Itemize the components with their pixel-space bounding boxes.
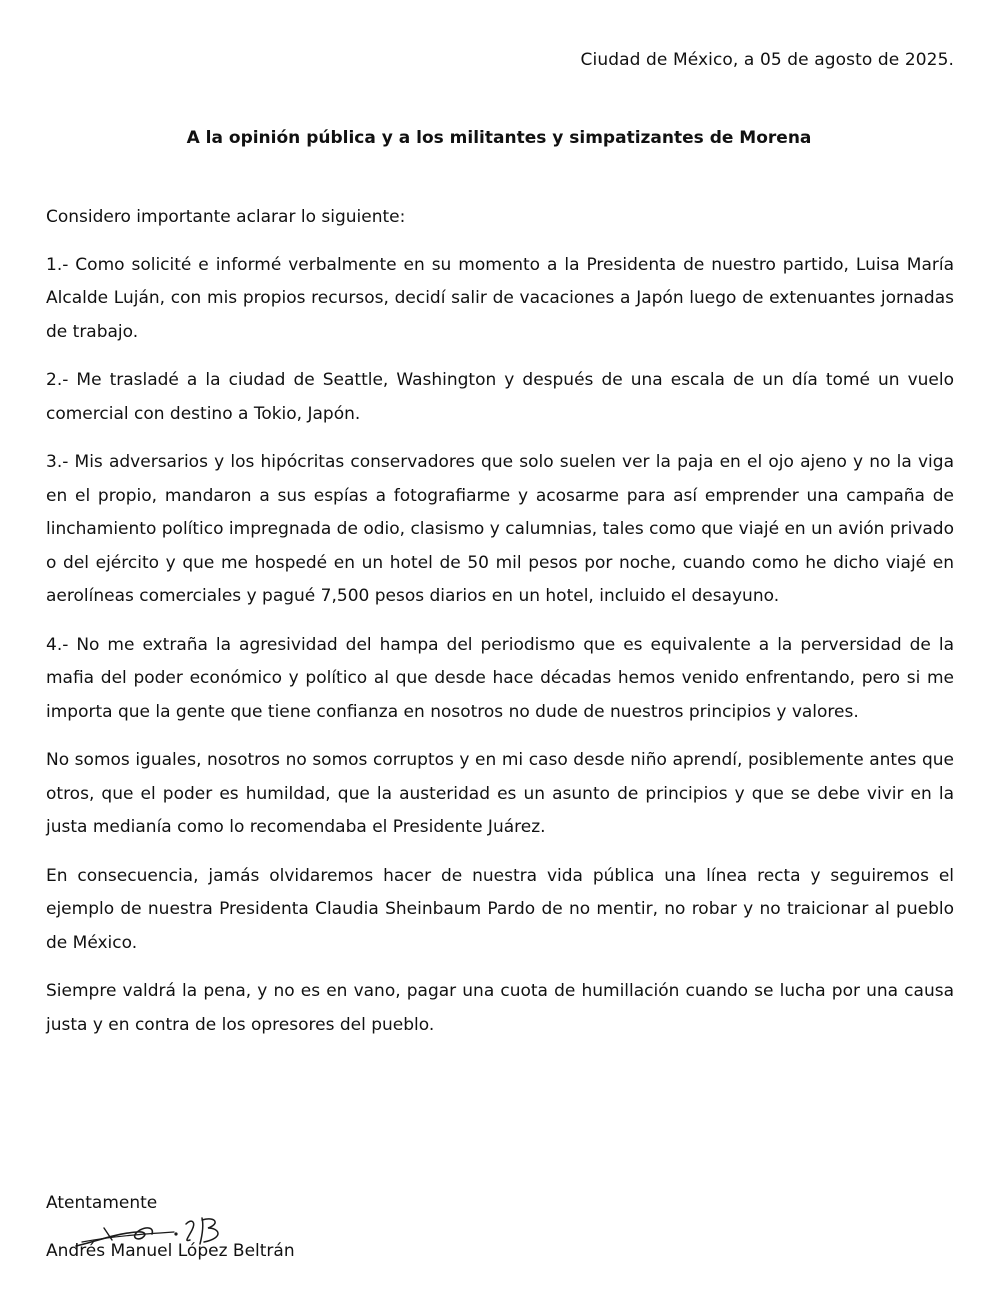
date-line: Ciudad de México, a 05 de agosto de 2025. — [580, 50, 954, 70]
closing-line: Atentamente — [46, 1193, 158, 1213]
letter-heading: A la opinión pública y a los militantes y simpatizantes de Morena — [186, 128, 812, 148]
paragraph-6: En consecuencia, jamás olvidaremos hacer de nuestra vida pública una línea recta y seguiremos el ejemplo de nuestra Presidenta Claudia Sheinbaum Pardo de no mentir, no robar y no traicionar al pueblo de México. — [46, 865, 954, 953]
paragraph-4: 4.- No me extraña la agresividad del hampa del periodismo que es equivalente a la perversidad de la mafia del poder económico y político al que desde hace décadas hemos venido enfrentando, pero si me importa que la gente que tiene confianza en nosotros no dude de nuestros principios y valores. — [46, 634, 954, 722]
paragraph-7: Siempre valdrá la pena, y no es en vano, pagar una cuota de humillación cuando se lucha por una causa justa y en contra de los opresores del pueblo. — [46, 981, 954, 1035]
paragraph-3: 3.- Mis adversarios y los hipócritas conservadores que solo suelen ver la paja en el ojo ajeno y no la viga en el propio, mandaron a sus espías a fotografiarme y acosarme para así emprender una campaña de linchamiento político impregnada de odio, clasismo y calumnias, tales como que viajé en un avión privado o del ejército y que me hospedé en un hotel de 50 mil pesos por noche, cuando como he dicho viajé en aerolíneas comerciales y pagué 7,500 pesos diarios en un hotel, incluido el desayuno. — [46, 452, 954, 606]
paragraph-2: 2.- Me trasladé a la ciudad de Seattle, Washington y después de una escala de un día tomé un vuelo comercial con destino a Tokio, Japón. — [46, 370, 954, 424]
intro-paragraph: Considero importante aclarar lo siguiente: — [46, 207, 406, 227]
letter-body — [46, 201, 954, 1057]
paragraph-5: No somos iguales, nosotros no somos corruptos y en mi caso desde niño aprendí, posiblemente antes que otros, que el poder es humildad, que la austeridad es un asunto de principios y que se debe vivir en la justa medianía como lo recomendaba el Presidente Juárez. — [46, 750, 954, 837]
paragraph-1: 1.- Como solicité e informé verbalmente en su momento a la Presidenta de nuestro partido, Luisa María Alcalde Luján, con mis propios recursos, decidí salir de vacaciones a Japón luego de extenuantes jornadas de trabajo. — [46, 254, 954, 342]
signer-name: Andrés Manuel López Beltrán — [46, 1241, 295, 1261]
